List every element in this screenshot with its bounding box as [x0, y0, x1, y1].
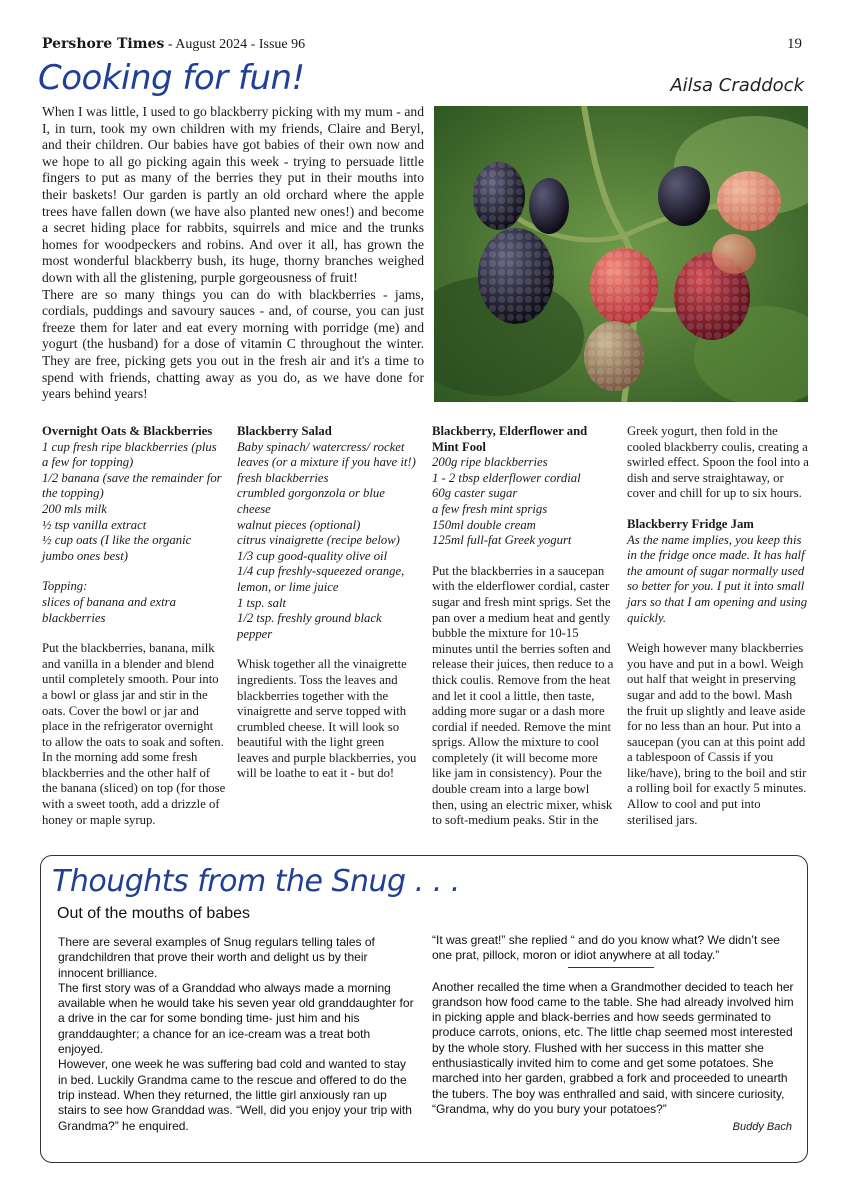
intro-paragraph: When I was little, I used to go blackberry picking with my mum - and I, in turn, took my own children with my friends, Claire and Beryl, and their children. Our babies have got babies of their own now and we hope to all go picking again this week - trying to persuade little fingers to put as many of the berries they put in their mouths into their baskets! Our garden is partly an old orchard where the apple trees have fallen down (we have also planted new ones!) and become a secret hiding place for rabbits, squirrels and mice and the trunks homes for woodpeckers and robins. And over it all, has grown the most wonderful blackberry bush, its huge, thorny branches weighed down with all the glistening, purple gorgeousness of fruit!: [42, 104, 424, 285]
recipe-method: Put the blackberries, banana, milk and vanilla in a blender and blend until completely smooth. Pour into a bowl or glass jar and stir in the oats. Cover the bowl or jar and place in the refrigerator overnight to allow the oats to soak and soften. In the morning add some fresh blackberries and the other half of the banana (sliced) on top (for those with a sweet tooth, add a drizzle of honey or maple syrup.: [42, 641, 226, 827]
publication-name: Pershore Times: [42, 36, 165, 52]
recipe-salad: [237, 424, 417, 782]
ingredient-item: 1/2 banana (save the remainder for the topping): [42, 470, 222, 501]
recipe-title: Blackberry Salad: [237, 424, 332, 438]
snug-paragraph: There are several examples of Snug regulars telling tales of grandchildren that prove their worth and delight us by their innocent brilliance.: [58, 935, 375, 980]
ingredient-item: 1/3 cup good-quality olive oil: [237, 548, 388, 563]
snug-subtitle: Out of the mouths of babes: [57, 905, 251, 922]
ingredient-item: crumbled gorgonzola or blue cheese: [237, 486, 385, 516]
ingredient-item: walnut pieces (optional): [237, 517, 361, 532]
recipe-jam-column: [627, 424, 809, 828]
ingredient-item: Baby spinach/ watercress/ rocket leaves (or a mixture if you have it!): [237, 439, 416, 470]
page-number: 19: [787, 36, 802, 52]
recipe-title: Blackberry Fridge Jam: [627, 516, 754, 531]
snug-left-column: [58, 935, 416, 1134]
snug-paragraph: “It was great!” she replied “ and do you know what? We didn’t see one prat, pillock, moron or idiot anywhere at all today.”: [432, 933, 780, 963]
snug-paragraph: The first story was of a Granddad who always made a morning available when he would take his seven year old granddaughter for a drive in the car for some bonding time- just him and his granddaughter; a chance for an ice-cream was a treat both enjoyed.: [58, 980, 414, 1057]
recipe-method: Weigh however many blackberries you have and put in a bowl. Weigh out half that weight in preserving sugar and add to the bowl. Mash the fruit up slightly and leave aside for no less than an hour. Put into a saucepan (you can at this point add a tablespoon of Cassis if you like/have), bring to the boil and stir a rolling boil for exactly 5 minutes. Allow to cool and put into sterilised jars.: [627, 641, 807, 827]
recipe-note: As the name implies, you keep this in the fridge once made. It has half the amount of sugar normally used so better for you. I put it into small jars so that I am opening and using quickly.: [627, 532, 808, 625]
topping-text: slices of banana and extra blackberries: [42, 594, 176, 625]
section-divider: [568, 967, 654, 968]
ingredient-item: citrus vinaigrette (recipe below): [237, 533, 400, 548]
recipe-method: Put the blackberries in a saucepan with the elderflower cordial, caster sugar and fresh mint sprigs. Set the pan over a medium heat and gently bubble the mixture for 10-15 minutes until the berries soften and release their juices, then reduce to a thick coulis. Remove from the heat and let it cool a little, then taste, adding more sugar or a dash more cordial if needed. Remove the mint sprigs. Allow the mixture to cool completely (it will become more like jam in consistency). Pour the double cream into a large bowl then, using an electric mixer, whisk to soft-medium peaks. Stir in the: [432, 563, 614, 828]
recipe-title: Overnight Oats & Blackberries: [42, 424, 213, 438]
snug-paragraph: Another recalled the time when a Grandmother decided to teach her grandson how food came to the table. She had already involved him in picking apple and black-berries and how seeds germinated to produce carrots, onions, etc. The little chap seemed most interested by the whole story. Flushed with her success in this matter she enthusiastically invited him to come and get some potatoes. She marched into her garden, grabbed a fork and proceeded to unearth the tubers. The boy was enthralled and said, with sincere curiosity, “Grandma, why do you bury your potatoes?”: [432, 979, 794, 1116]
article-author: Ailsa Craddock: [670, 75, 804, 96]
recipe-method: Whisk together all the vinaigrette ingredients. Toss the leaves and blackberries together with the vinaigrette and serve topped with crumbled cheese. It will look so beautiful with the light green leaves and purple blackberries, you will be loathe to eat it - but do!: [237, 657, 417, 781]
topping-label: Topping:: [42, 579, 88, 594]
ingredient-item: 1/4 cup freshly-squeezed orange, lemon, or lime juice: [237, 564, 405, 594]
recipe-fool: [432, 424, 616, 829]
masthead: [42, 36, 305, 53]
issue-line: - August 2024 - Issue 96: [164, 37, 306, 52]
blackberry-photo: [434, 106, 808, 402]
ingredient-item: 125ml full-fat Greek yogurt: [432, 533, 572, 548]
article-intro: [42, 104, 424, 403]
snug-right-column: [432, 933, 794, 1117]
snug-signature: Buddy Bach: [732, 1121, 792, 1133]
intro-paragraph: There are so many things you can do with blackberries - jams, cordials, puddings and savoury sauces - and, of course, you can just freeze them for later and eat every morning with porridge (me) and yogurt (the husband) for a dose of vitamin C throughout the winter. They are free, picking gets you out in the fresh air and it's a time to spend with friends, chatting away as you do, as we have done for years behind years!: [42, 286, 424, 402]
ingredient-item: 1 cup fresh ripe blackberries (plus a few for topping): [42, 439, 217, 470]
ingredient-item: 1 tsp. salt: [237, 595, 286, 610]
ingredient-item: a few fresh mint sprigs: [432, 501, 548, 516]
blackberry-photo-icon: [434, 106, 808, 402]
snug-paragraph: However, one week he was suffering bad cold and wanted to stay in bed. Luckily Grandma came to the rescue and offered to do the trip instead. When they returned, the little girl anxiously ran up stairs to see how Granddad was. “Well, did you enjoy your trip with Grandma?” he enquired.: [58, 1057, 412, 1133]
ingredient-item: 200g ripe blackberries: [432, 455, 548, 470]
ingredient-item: 1 - 2 tbsp elderflower cordial: [432, 470, 581, 485]
ingredient-item: 1/2 tsp. freshly ground black pepper: [237, 611, 382, 641]
ingredient-item: 200 mls milk: [42, 501, 107, 516]
recipe-oats: [42, 424, 226, 828]
article-title: Cooking for fun!: [38, 58, 305, 98]
ingredient-item: ½ cup oats (I like the organic jumbo ones best): [42, 533, 192, 563]
snug-title: Thoughts from the Snug . . .: [52, 864, 460, 899]
recipe-title: Blackberry, Elderflower and Mint Fool: [432, 424, 588, 454]
ingredient-item: 150ml double cream: [432, 517, 536, 532]
ingredient-item: fresh blackberries: [237, 470, 329, 485]
ingredient-item: 60g caster sugar: [432, 486, 518, 501]
ingredient-item: ½ tsp vanilla extract: [42, 517, 147, 532]
recipe-method-continued: Greek yogurt, then fold in the cooled blackberry coulis, creating a swirled effect. Spoon the fool into a dish and serve straightaway, or cover and chill for up to six hours.: [627, 424, 809, 501]
